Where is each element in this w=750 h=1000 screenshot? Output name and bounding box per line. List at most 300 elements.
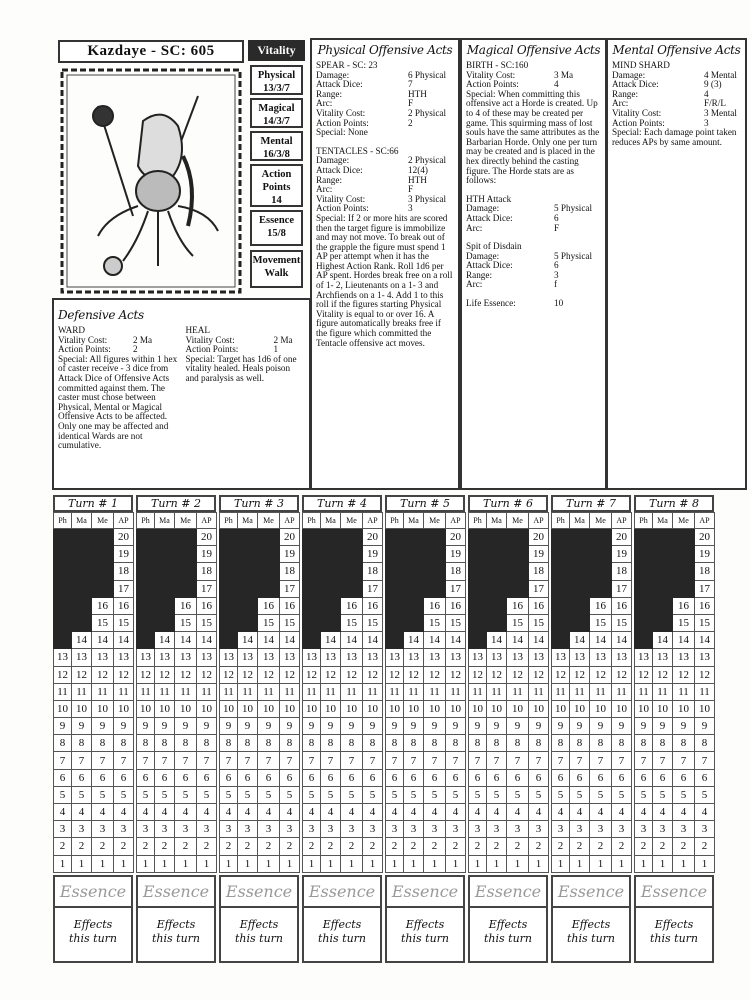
track-box-ap-19[interactable]: 19 [114, 546, 134, 563]
track-box-ap-16[interactable]: 16 [197, 597, 217, 614]
effects-this-turn-box[interactable] [219, 908, 299, 963]
track-box-ph-4[interactable]: 4 [469, 804, 487, 821]
track-box-me-16[interactable]: 16 [258, 597, 280, 614]
track-box-ma-2[interactable]: 2 [570, 838, 590, 855]
track-box-ma-13[interactable]: 13 [72, 649, 92, 666]
track-box-ap-4[interactable]: 4 [114, 804, 134, 821]
track-box-me-15[interactable]: 15 [341, 614, 363, 631]
track-box-me-8[interactable]: 8 [424, 735, 446, 752]
track-box-ap-5[interactable]: 5 [114, 786, 134, 803]
track-box-ap-11[interactable]: 11 [612, 683, 632, 700]
track-box-ap-17[interactable]: 17 [446, 580, 466, 597]
track-box-ap-16[interactable]: 16 [114, 597, 134, 614]
track-box-ap-3[interactable]: 3 [612, 821, 632, 838]
track-box-ph-5[interactable]: 5 [552, 786, 570, 803]
track-box-ap-6[interactable]: 6 [197, 769, 217, 786]
track-box-me-3[interactable]: 3 [175, 821, 197, 838]
track-box-ap-17[interactable]: 17 [280, 580, 300, 597]
track-box-ma-5[interactable]: 5 [238, 786, 258, 803]
track-box-me-13[interactable]: 13 [507, 649, 529, 666]
track-box-me-6[interactable]: 6 [590, 769, 612, 786]
track-box-ap-5[interactable]: 5 [446, 786, 466, 803]
track-box-me-7[interactable]: 7 [507, 752, 529, 769]
track-box-me-14[interactable]: 14 [507, 632, 529, 649]
effects-this-turn-box[interactable] [634, 908, 714, 963]
track-box-me-15[interactable]: 15 [258, 614, 280, 631]
track-box-ma-6[interactable]: 6 [238, 769, 258, 786]
track-box-ap-12[interactable]: 12 [612, 666, 632, 683]
track-box-ph-10[interactable]: 10 [137, 700, 155, 717]
track-box-me-16[interactable]: 16 [507, 597, 529, 614]
effects-this-turn-box[interactable] [468, 908, 548, 963]
track-box-ma-4[interactable]: 4 [321, 804, 341, 821]
track-box-me-8[interactable]: 8 [258, 735, 280, 752]
track-box-ma-14[interactable]: 14 [72, 632, 92, 649]
track-box-me-2[interactable]: 2 [507, 838, 529, 855]
track-box-me-8[interactable]: 8 [507, 735, 529, 752]
track-box-ap-10[interactable]: 10 [446, 700, 466, 717]
track-box-ph-4[interactable]: 4 [635, 804, 653, 821]
track-box-ap-20[interactable]: 20 [529, 529, 549, 546]
track-box-ap-3[interactable]: 3 [529, 821, 549, 838]
track-box-me-6[interactable]: 6 [424, 769, 446, 786]
track-box-ma-10[interactable]: 10 [321, 700, 341, 717]
track-box-me-15[interactable]: 15 [92, 614, 114, 631]
track-box-me-1[interactable]: 1 [590, 855, 612, 872]
track-box-ph-8[interactable]: 8 [635, 735, 653, 752]
track-box-ap-2[interactable]: 2 [612, 838, 632, 855]
track-box-ph-1[interactable]: 1 [386, 855, 404, 872]
track-box-ap-8[interactable]: 8 [197, 735, 217, 752]
track-box-ap-15[interactable]: 15 [446, 614, 466, 631]
track-box-me-1[interactable]: 1 [507, 855, 529, 872]
track-box-ph-11[interactable]: 11 [386, 683, 404, 700]
track-box-ap-17[interactable]: 17 [695, 580, 715, 597]
track-box-me-11[interactable]: 11 [175, 683, 197, 700]
track-box-me-3[interactable]: 3 [258, 821, 280, 838]
track-box-ph-12[interactable]: 12 [386, 666, 404, 683]
track-box-me-14[interactable]: 14 [258, 632, 280, 649]
track-box-ma-8[interactable]: 8 [238, 735, 258, 752]
track-box-me-3[interactable]: 3 [341, 821, 363, 838]
track-box-ma-12[interactable]: 12 [72, 666, 92, 683]
track-box-me-9[interactable]: 9 [92, 718, 114, 735]
track-box-ap-14[interactable]: 14 [280, 632, 300, 649]
track-box-me-2[interactable]: 2 [92, 838, 114, 855]
track-box-me-7[interactable]: 7 [424, 752, 446, 769]
track-box-me-12[interactable]: 12 [92, 666, 114, 683]
track-box-ap-18[interactable]: 18 [529, 563, 549, 580]
track-box-ph-12[interactable]: 12 [552, 666, 570, 683]
track-box-ap-13[interactable]: 13 [446, 649, 466, 666]
track-box-ph-3[interactable]: 3 [386, 821, 404, 838]
track-box-ap-18[interactable]: 18 [363, 563, 383, 580]
track-box-ma-11[interactable]: 11 [487, 683, 507, 700]
track-box-ma-6[interactable]: 6 [653, 769, 673, 786]
track-box-me-8[interactable]: 8 [92, 735, 114, 752]
track-box-ap-1[interactable]: 1 [695, 855, 715, 872]
track-box-ma-4[interactable]: 4 [72, 804, 92, 821]
track-box-ap-19[interactable]: 19 [695, 546, 715, 563]
track-box-ap-10[interactable]: 10 [529, 700, 549, 717]
track-box-ph-1[interactable]: 1 [303, 855, 321, 872]
track-box-ph-2[interactable]: 2 [552, 838, 570, 855]
track-box-ap-17[interactable]: 17 [197, 580, 217, 597]
track-box-ma-5[interactable]: 5 [404, 786, 424, 803]
track-box-ph-3[interactable]: 3 [137, 821, 155, 838]
track-box-ph-4[interactable]: 4 [220, 804, 238, 821]
track-box-ma-8[interactable]: 8 [487, 735, 507, 752]
track-box-ph-2[interactable]: 2 [469, 838, 487, 855]
track-box-me-11[interactable]: 11 [258, 683, 280, 700]
track-box-ap-18[interactable]: 18 [280, 563, 300, 580]
track-box-ap-3[interactable]: 3 [280, 821, 300, 838]
track-box-ph-13[interactable]: 13 [54, 649, 72, 666]
track-box-ap-17[interactable]: 17 [114, 580, 134, 597]
track-box-me-15[interactable]: 15 [590, 614, 612, 631]
track-box-ma-14[interactable]: 14 [155, 632, 175, 649]
track-box-ap-20[interactable]: 20 [446, 529, 466, 546]
track-box-me-15[interactable]: 15 [507, 614, 529, 631]
track-box-me-14[interactable]: 14 [590, 632, 612, 649]
track-box-ph-11[interactable]: 11 [635, 683, 653, 700]
track-box-ap-2[interactable]: 2 [197, 838, 217, 855]
track-box-me-3[interactable]: 3 [424, 821, 446, 838]
track-box-me-2[interactable]: 2 [175, 838, 197, 855]
track-box-ma-13[interactable]: 13 [404, 649, 424, 666]
track-box-ma-12[interactable]: 12 [155, 666, 175, 683]
track-box-ma-3[interactable]: 3 [404, 821, 424, 838]
track-box-ma-6[interactable]: 6 [404, 769, 424, 786]
track-box-ap-2[interactable]: 2 [114, 838, 134, 855]
track-box-me-10[interactable]: 10 [590, 700, 612, 717]
track-box-ma-12[interactable]: 12 [321, 666, 341, 683]
track-box-me-4[interactable]: 4 [258, 804, 280, 821]
track-box-ph-5[interactable]: 5 [303, 786, 321, 803]
track-box-ph-13[interactable]: 13 [220, 649, 238, 666]
track-box-me-16[interactable]: 16 [673, 597, 695, 614]
track-box-ph-9[interactable]: 9 [54, 718, 72, 735]
track-box-me-9[interactable]: 9 [507, 718, 529, 735]
track-box-ap-13[interactable]: 13 [114, 649, 134, 666]
track-box-ma-11[interactable]: 11 [321, 683, 341, 700]
track-box-me-10[interactable]: 10 [92, 700, 114, 717]
track-box-ma-13[interactable]: 13 [155, 649, 175, 666]
track-box-ma-1[interactable]: 1 [570, 855, 590, 872]
track-box-ma-10[interactable]: 10 [404, 700, 424, 717]
track-box-ap-8[interactable]: 8 [446, 735, 466, 752]
track-box-ma-8[interactable]: 8 [155, 735, 175, 752]
track-box-ma-3[interactable]: 3 [570, 821, 590, 838]
track-box-ph-9[interactable]: 9 [303, 718, 321, 735]
track-box-ap-9[interactable]: 9 [114, 718, 134, 735]
track-box-ma-9[interactable]: 9 [72, 718, 92, 735]
track-box-me-14[interactable]: 14 [673, 632, 695, 649]
track-box-me-14[interactable]: 14 [341, 632, 363, 649]
effects-this-turn-box[interactable] [136, 908, 216, 963]
track-box-ph-6[interactable]: 6 [137, 769, 155, 786]
track-box-ma-8[interactable]: 8 [321, 735, 341, 752]
track-box-ph-12[interactable]: 12 [137, 666, 155, 683]
essence-box[interactable]: Essence [136, 875, 216, 908]
track-box-ma-8[interactable]: 8 [653, 735, 673, 752]
track-box-ma-12[interactable]: 12 [404, 666, 424, 683]
track-box-ma-10[interactable]: 10 [570, 700, 590, 717]
track-box-ap-7[interactable]: 7 [695, 752, 715, 769]
track-box-ap-18[interactable]: 18 [612, 563, 632, 580]
track-box-me-13[interactable]: 13 [673, 649, 695, 666]
track-box-ap-12[interactable]: 12 [114, 666, 134, 683]
track-box-ma-3[interactable]: 3 [72, 821, 92, 838]
track-box-ap-7[interactable]: 7 [114, 752, 134, 769]
track-box-ma-7[interactable]: 7 [404, 752, 424, 769]
track-box-ph-12[interactable]: 12 [54, 666, 72, 683]
track-box-me-15[interactable]: 15 [673, 614, 695, 631]
track-box-ap-8[interactable]: 8 [280, 735, 300, 752]
track-box-me-4[interactable]: 4 [341, 804, 363, 821]
track-box-me-14[interactable]: 14 [92, 632, 114, 649]
track-box-ma-1[interactable]: 1 [404, 855, 424, 872]
track-box-ma-14[interactable]: 14 [570, 632, 590, 649]
track-box-ap-5[interactable]: 5 [363, 786, 383, 803]
track-box-ph-5[interactable]: 5 [635, 786, 653, 803]
track-box-ma-2[interactable]: 2 [155, 838, 175, 855]
track-box-ap-8[interactable]: 8 [695, 735, 715, 752]
track-box-ph-5[interactable]: 5 [386, 786, 404, 803]
track-box-ma-11[interactable]: 11 [72, 683, 92, 700]
track-box-me-14[interactable]: 14 [175, 632, 197, 649]
track-box-ma-3[interactable]: 3 [238, 821, 258, 838]
track-box-ma-2[interactable]: 2 [487, 838, 507, 855]
track-box-me-6[interactable]: 6 [92, 769, 114, 786]
track-box-ma-7[interactable]: 7 [321, 752, 341, 769]
track-box-ma-2[interactable]: 2 [653, 838, 673, 855]
track-box-ph-9[interactable]: 9 [635, 718, 653, 735]
track-box-ap-12[interactable]: 12 [695, 666, 715, 683]
track-box-ap-15[interactable]: 15 [363, 614, 383, 631]
track-box-me-13[interactable]: 13 [424, 649, 446, 666]
track-box-ma-14[interactable]: 14 [653, 632, 673, 649]
track-box-ap-15[interactable]: 15 [280, 614, 300, 631]
track-box-ap-1[interactable]: 1 [363, 855, 383, 872]
track-box-ph-12[interactable]: 12 [303, 666, 321, 683]
track-box-ap-3[interactable]: 3 [695, 821, 715, 838]
track-box-me-13[interactable]: 13 [341, 649, 363, 666]
track-box-ma-1[interactable]: 1 [238, 855, 258, 872]
track-box-ap-7[interactable]: 7 [529, 752, 549, 769]
track-box-me-5[interactable]: 5 [258, 786, 280, 803]
track-box-ap-19[interactable]: 19 [529, 546, 549, 563]
track-box-ph-11[interactable]: 11 [552, 683, 570, 700]
track-box-me-3[interactable]: 3 [507, 821, 529, 838]
track-box-ph-8[interactable]: 8 [220, 735, 238, 752]
track-box-ap-12[interactable]: 12 [197, 666, 217, 683]
track-box-me-2[interactable]: 2 [673, 838, 695, 855]
track-box-ap-16[interactable]: 16 [363, 597, 383, 614]
track-box-ap-2[interactable]: 2 [363, 838, 383, 855]
track-box-ap-20[interactable]: 20 [612, 529, 632, 546]
track-box-ma-10[interactable]: 10 [155, 700, 175, 717]
track-box-ap-3[interactable]: 3 [446, 821, 466, 838]
track-box-me-7[interactable]: 7 [92, 752, 114, 769]
track-box-ap-16[interactable]: 16 [280, 597, 300, 614]
track-box-ap-7[interactable]: 7 [612, 752, 632, 769]
track-box-ma-5[interactable]: 5 [570, 786, 590, 803]
track-box-ma-11[interactable]: 11 [653, 683, 673, 700]
track-box-me-4[interactable]: 4 [175, 804, 197, 821]
track-box-ap-12[interactable]: 12 [529, 666, 549, 683]
track-box-ap-7[interactable]: 7 [280, 752, 300, 769]
track-box-ma-14[interactable]: 14 [487, 632, 507, 649]
track-box-ap-13[interactable]: 13 [280, 649, 300, 666]
track-box-ph-4[interactable]: 4 [303, 804, 321, 821]
track-box-ma-9[interactable]: 9 [155, 718, 175, 735]
track-box-ma-7[interactable]: 7 [570, 752, 590, 769]
track-box-ap-10[interactable]: 10 [197, 700, 217, 717]
track-box-me-9[interactable]: 9 [175, 718, 197, 735]
track-box-me-16[interactable]: 16 [175, 597, 197, 614]
track-box-ma-1[interactable]: 1 [321, 855, 341, 872]
track-box-ma-3[interactable]: 3 [155, 821, 175, 838]
track-box-ma-4[interactable]: 4 [155, 804, 175, 821]
track-box-me-3[interactable]: 3 [673, 821, 695, 838]
track-box-ph-3[interactable]: 3 [303, 821, 321, 838]
track-box-ma-2[interactable]: 2 [72, 838, 92, 855]
track-box-me-11[interactable]: 11 [507, 683, 529, 700]
track-box-ph-2[interactable]: 2 [220, 838, 238, 855]
track-box-ap-2[interactable]: 2 [529, 838, 549, 855]
track-box-ma-5[interactable]: 5 [487, 786, 507, 803]
track-box-me-16[interactable]: 16 [424, 597, 446, 614]
track-box-ma-5[interactable]: 5 [72, 786, 92, 803]
track-box-ma-9[interactable]: 9 [653, 718, 673, 735]
track-box-ap-3[interactable]: 3 [114, 821, 134, 838]
track-box-me-1[interactable]: 1 [258, 855, 280, 872]
track-box-me-12[interactable]: 12 [590, 666, 612, 683]
track-box-ap-14[interactable]: 14 [197, 632, 217, 649]
track-box-ph-7[interactable]: 7 [552, 752, 570, 769]
track-box-me-12[interactable]: 12 [258, 666, 280, 683]
essence-box[interactable]: Essence [385, 875, 465, 908]
track-box-ap-2[interactable]: 2 [446, 838, 466, 855]
track-box-me-14[interactable]: 14 [424, 632, 446, 649]
track-box-me-4[interactable]: 4 [673, 804, 695, 821]
track-box-me-11[interactable]: 11 [341, 683, 363, 700]
track-box-ap-9[interactable]: 9 [280, 718, 300, 735]
track-box-me-11[interactable]: 11 [673, 683, 695, 700]
track-box-ph-9[interactable]: 9 [220, 718, 238, 735]
track-box-me-6[interactable]: 6 [341, 769, 363, 786]
track-box-me-9[interactable]: 9 [673, 718, 695, 735]
track-box-ph-8[interactable]: 8 [469, 735, 487, 752]
track-box-ph-13[interactable]: 13 [635, 649, 653, 666]
track-box-ma-5[interactable]: 5 [321, 786, 341, 803]
track-box-ph-2[interactable]: 2 [386, 838, 404, 855]
track-box-me-4[interactable]: 4 [507, 804, 529, 821]
track-box-me-1[interactable]: 1 [92, 855, 114, 872]
track-box-ma-11[interactable]: 11 [570, 683, 590, 700]
track-box-me-8[interactable]: 8 [175, 735, 197, 752]
track-box-ph-1[interactable]: 1 [54, 855, 72, 872]
track-box-ph-6[interactable]: 6 [635, 769, 653, 786]
track-box-me-12[interactable]: 12 [341, 666, 363, 683]
track-box-me-5[interactable]: 5 [590, 786, 612, 803]
track-box-ph-1[interactable]: 1 [635, 855, 653, 872]
track-box-ma-12[interactable]: 12 [653, 666, 673, 683]
track-box-me-4[interactable]: 4 [92, 804, 114, 821]
track-box-ph-5[interactable]: 5 [137, 786, 155, 803]
track-box-ap-9[interactable]: 9 [446, 718, 466, 735]
track-box-ph-10[interactable]: 10 [303, 700, 321, 717]
track-box-ap-11[interactable]: 11 [363, 683, 383, 700]
track-box-ap-17[interactable]: 17 [529, 580, 549, 597]
track-box-ph-7[interactable]: 7 [635, 752, 653, 769]
track-box-ap-9[interactable]: 9 [363, 718, 383, 735]
track-box-ap-1[interactable]: 1 [114, 855, 134, 872]
track-box-ma-8[interactable]: 8 [404, 735, 424, 752]
track-box-ap-13[interactable]: 13 [363, 649, 383, 666]
track-box-ph-11[interactable]: 11 [303, 683, 321, 700]
track-box-ma-13[interactable]: 13 [487, 649, 507, 666]
track-box-ph-2[interactable]: 2 [635, 838, 653, 855]
track-box-ph-12[interactable]: 12 [220, 666, 238, 683]
track-box-ap-1[interactable]: 1 [280, 855, 300, 872]
track-box-me-3[interactable]: 3 [590, 821, 612, 838]
track-box-me-2[interactable]: 2 [341, 838, 363, 855]
track-box-ap-20[interactable]: 20 [280, 529, 300, 546]
track-box-ap-1[interactable]: 1 [612, 855, 632, 872]
track-box-ph-13[interactable]: 13 [386, 649, 404, 666]
track-box-ap-2[interactable]: 2 [695, 838, 715, 855]
track-box-me-6[interactable]: 6 [507, 769, 529, 786]
track-box-ph-3[interactable]: 3 [54, 821, 72, 838]
track-box-ma-2[interactable]: 2 [321, 838, 341, 855]
track-box-ap-11[interactable]: 11 [280, 683, 300, 700]
track-box-ap-2[interactable]: 2 [280, 838, 300, 855]
track-box-ap-5[interactable]: 5 [197, 786, 217, 803]
track-box-ph-8[interactable]: 8 [386, 735, 404, 752]
track-box-ph-7[interactable]: 7 [303, 752, 321, 769]
track-box-ph-6[interactable]: 6 [469, 769, 487, 786]
track-box-me-4[interactable]: 4 [424, 804, 446, 821]
track-box-ma-9[interactable]: 9 [321, 718, 341, 735]
track-box-ma-10[interactable]: 10 [238, 700, 258, 717]
track-box-ap-5[interactable]: 5 [612, 786, 632, 803]
track-box-ap-16[interactable]: 16 [446, 597, 466, 614]
track-box-ap-19[interactable]: 19 [446, 546, 466, 563]
track-box-me-15[interactable]: 15 [175, 614, 197, 631]
track-box-ph-5[interactable]: 5 [220, 786, 238, 803]
track-box-me-2[interactable]: 2 [258, 838, 280, 855]
track-box-me-1[interactable]: 1 [673, 855, 695, 872]
track-box-me-12[interactable]: 12 [175, 666, 197, 683]
effects-this-turn-box[interactable] [385, 908, 465, 963]
track-box-me-10[interactable]: 10 [258, 700, 280, 717]
essence-box[interactable]: Essence [53, 875, 133, 908]
track-box-ph-4[interactable]: 4 [137, 804, 155, 821]
track-box-ma-14[interactable]: 14 [238, 632, 258, 649]
track-box-ph-6[interactable]: 6 [386, 769, 404, 786]
track-box-me-7[interactable]: 7 [590, 752, 612, 769]
track-box-me-1[interactable]: 1 [175, 855, 197, 872]
track-box-ma-7[interactable]: 7 [487, 752, 507, 769]
track-box-me-5[interactable]: 5 [175, 786, 197, 803]
track-box-me-16[interactable]: 16 [590, 597, 612, 614]
effects-this-turn-box[interactable] [551, 908, 631, 963]
track-box-ma-1[interactable]: 1 [155, 855, 175, 872]
track-box-ap-7[interactable]: 7 [446, 752, 466, 769]
track-box-ap-14[interactable]: 14 [612, 632, 632, 649]
